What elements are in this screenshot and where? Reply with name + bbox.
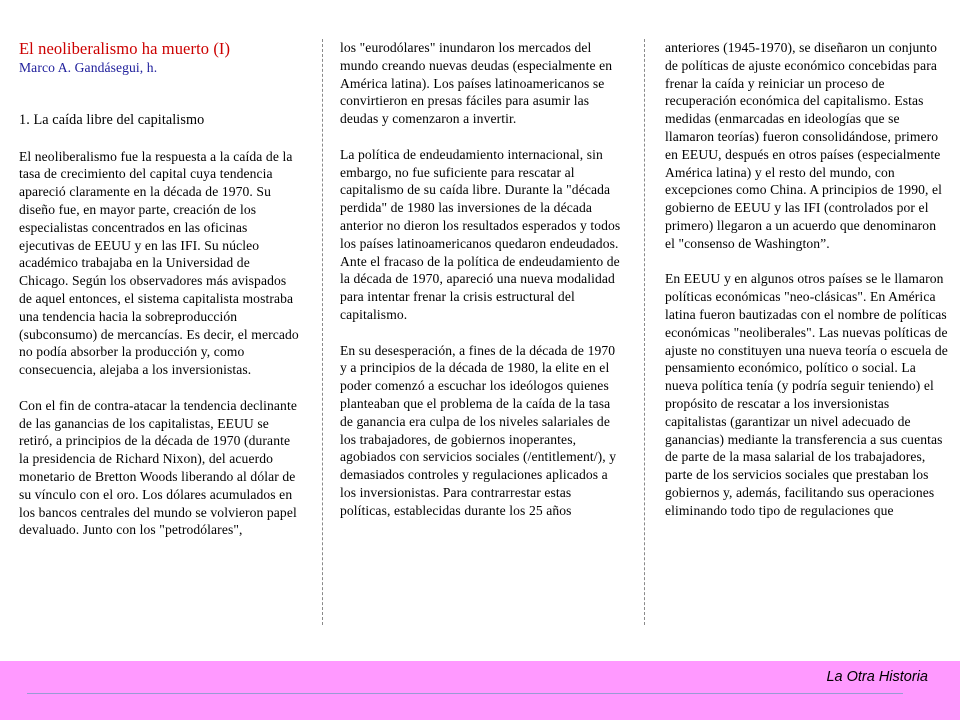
article-author: Marco A. Gandásegui, h. bbox=[19, 60, 158, 75]
paragraph: El neoliberalismo fue la respuesta a la caída de la tasa de crecimiento del capital cuya tendencia apareció claramente en la década de 1970. Su diseño fue, en mayor parte, creación de los especialistas concentrados en las oficinas ejecutivas de EEUU y en las IFI. Su núcleo académico trabajaba en la Universidad de Chicago. Según los observadores más avispados de aquel entonces, el sistema capitalista mostraba una tendencia hacia la sobreproducción (subconsumo) de mercancías. Es decir, el mercado no podía absorber la producción y, como consecuencia, alejaba a los inversionistas. bbox=[19, 148, 299, 378]
paragraph: Con el fin de contra-atacar la tendencia declinante de las ganancias de los capitalistas, EEUU se retiró, a principios de la década de 1970 (durante la presidencia de Richard Nixon), del acuerdo monetario de Bretton Woods liberando al dólar de su vínculo con el oro. Los dólares acumulados en los bancos centrales del mundo se volvieron papel devaluado. Junto con los "petrodólares", bbox=[19, 397, 297, 538]
column-divider bbox=[322, 39, 323, 625]
paragraph: En EEUU y en algunos otros países se le llamaron políticas económicas "neo-clásicas". En América latina fueron bautizadas con el nombre de políticas económicas "neoliberales". Las nuevas políticas de ajuste no constituyen una nueva teoría o escuela de pensamiento económico, político o social. La nueva política tenía (y podría seguir teniendo) el propósito de rescatar a los inversionistas capitalistas (garantizar un nivel adecuado de ganancias) mediante la transferencia a sus cuentas de parte de la masa salarial de los trabajadores, parte de los servicios sociales que prestaban los gobiernos y, además, facilitando sus operaciones eliminando todo tipo de regulaciones que bbox=[665, 271, 948, 518]
paragraph: La política de endeudamiento internacional, sin embargo, no fue suficiente para rescatar al capitalismo de su caída libre. Durante la "década perdida" de 1980 las inversiones de la década anterior no dieron los resultados esperados y todos los países latinoamericanos quedaron endeudados. Ante el fracaso de la política de endeudamiento de la década de 1970, apareció una nueva modalidad para intentar frenar la crisis estructural del capitalismo. bbox=[340, 146, 621, 322]
article-column-1 bbox=[19, 39, 302, 539]
footer-label: La Otra Historia bbox=[826, 669, 928, 685]
slide-footer bbox=[0, 661, 960, 720]
article-column-2 bbox=[340, 39, 622, 520]
footer-rule bbox=[27, 693, 903, 694]
paragraph: los "eurodólares" inundaron los mercados del mundo creando nuevas deudas (especialmente en América latina). Los países latinoamericanos se convirtieron en presas fáciles para asumir las deudas y comenzaron a invertir. bbox=[340, 40, 613, 127]
paragraph: En su desesperación, a fines de la década de 1970 y a principios de la década de 1980, la elite en el poder comenzó a escuchar los ideólogos quienes planteaban que el problema de la caída de la tasa de ganancia era culpa de los niveles salariales de los trabajadores, de gobiernos inoperantes, agobiados con servicios sociales (/entitlement/), y demasiados controles y regulaciones aplicados a los inversionistas. Para contrarrestar estas políticas, establecidas durante los 25 años bbox=[340, 342, 617, 518]
article-title: El neoliberalismo ha muerto (I) bbox=[19, 39, 231, 58]
paragraph: anteriores (1945-1970), se diseñaron un conjunto de políticas de ajuste económico concebidas para frenar la caída y reiniciar un proceso de recuperación económica del capitalismo. Estas medidas (enmarcadas en ideologías que se llamaron teorías) fueron consolidándose, primero en EEUU, después en otros países (especialmente América latina) y el resto del mundo, con excepciones como China. A principios de 1990, el gobierno de EEUU y las IFI (controlados por el primero) llegaron a un acuerdo que denominaron el "consenso de Washington”. bbox=[665, 40, 942, 251]
article-column-3 bbox=[665, 39, 948, 520]
column-divider bbox=[644, 39, 645, 625]
section-heading: 1. La caída libre del capitalismo bbox=[19, 111, 205, 128]
